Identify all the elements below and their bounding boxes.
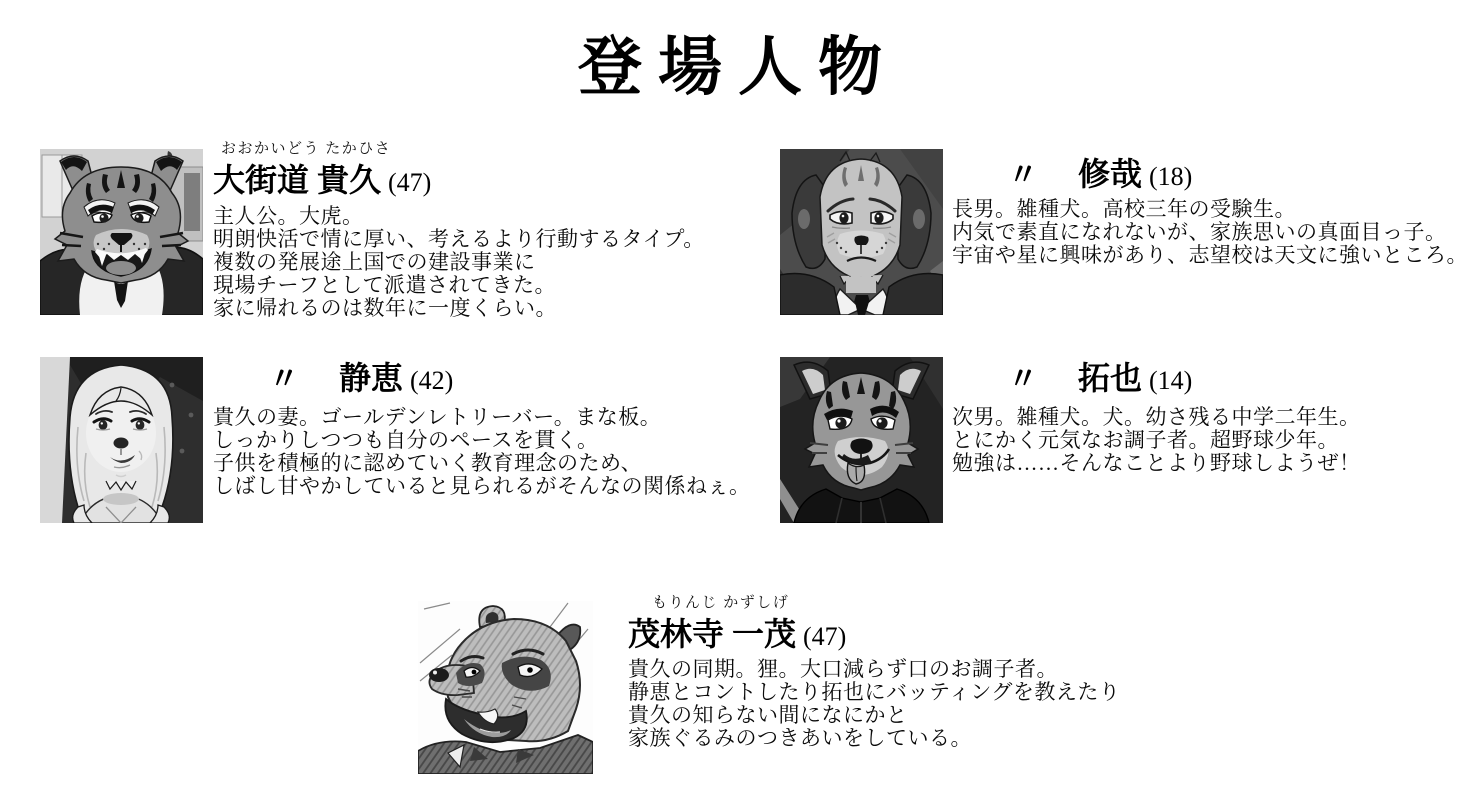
- description-line: 貴久の同期。狸。大口減らず口のお調子者。: [628, 657, 1058, 681]
- ditto-mark: 〃: [1008, 363, 1038, 396]
- ditto-mark: 〃: [1008, 159, 1038, 192]
- character-name: 大街道 貴久: [213, 162, 382, 198]
- description-line: 長男。雑種犬。高校三年の受験生。: [952, 197, 1296, 221]
- description-line: 主人公。大虎。: [213, 204, 364, 228]
- character-entry-takahisa: [213, 140, 705, 320]
- character-entry-shuya: [952, 152, 1468, 267]
- description-line: 勉強は……そんなことより野球しようぜ！: [952, 451, 1361, 475]
- eldest-son-portrait: [780, 149, 943, 315]
- description-line: 次男。雑種犬。犬。幼さ残る中学二年生。: [952, 405, 1361, 429]
- description-line: とにかく元気なお調子者。超野球少年。: [952, 428, 1339, 452]
- character-description: [952, 198, 1468, 267]
- furigana-kazushige: もりんじ かずしげ: [652, 595, 790, 611]
- name-line-shizue: [213, 356, 751, 400]
- character-name: 茂林寺 一茂: [628, 616, 797, 652]
- character-age: (47): [803, 622, 847, 651]
- character-description: [213, 406, 751, 498]
- character-age: (42): [410, 366, 454, 395]
- tanuki-friend-icon: [418, 601, 593, 774]
- description-line: 家に帰れるのは数年に一度くらい。: [213, 296, 557, 320]
- description-line: 静恵とコントしたり拓也にバッティングを教えたり: [628, 680, 1121, 704]
- ditto-mark: 〃: [269, 363, 299, 396]
- tanuki-friend-portrait: [418, 601, 593, 774]
- description-line: 複数の発展途上国での建設事業に: [213, 250, 536, 274]
- eldest-son-icon: [780, 149, 943, 315]
- description-line: 宇宙や星に興味があり、志望校は天文に強いところ。: [952, 243, 1468, 267]
- description-line: しっかりしつつも自分のペースを貫く。: [213, 428, 599, 452]
- name-line-kazushige: [628, 612, 1120, 656]
- character-name: 静恵: [339, 360, 404, 396]
- tiger-father-portrait: [40, 149, 203, 315]
- character-description: [213, 205, 705, 320]
- name-line-shuya: [952, 152, 1468, 196]
- description-line: 家族ぐるみのつきあいをしている。: [628, 726, 972, 750]
- character-description: [952, 406, 1361, 475]
- younger-son-icon: [780, 357, 943, 523]
- character-entry-shizue: [213, 356, 751, 498]
- description-line: 子供を積極的に認めていく教育理念のため、: [213, 451, 643, 475]
- tiger-father-icon: [40, 149, 203, 315]
- character-name: 修哉: [1078, 156, 1143, 192]
- character-age: (47): [388, 168, 432, 197]
- mother-portrait: [40, 357, 203, 523]
- younger-son-portrait: [780, 357, 943, 523]
- character-age: (18): [1149, 162, 1193, 191]
- page-title: 登場人物: [578, 32, 898, 103]
- name-line-takuya: [952, 356, 1361, 400]
- character-description: [628, 658, 1120, 750]
- description-line: 明朗快活で情に厚い、考えるより行動するタイプ。: [213, 227, 705, 251]
- description-line: しばし甘やかしていると見られるがそんなの関係ねぇ。: [213, 474, 751, 498]
- character-entry-takuya: [952, 356, 1361, 475]
- name-line-takahisa: [213, 158, 705, 202]
- character-name: 拓也: [1078, 360, 1143, 396]
- furigana-takahisa: おおかいどう たかひさ: [221, 141, 392, 157]
- character-entry-kazushige: [628, 594, 1120, 750]
- description-line: 貴久の妻。ゴールデンレトリーバー。まな板。: [213, 405, 662, 429]
- mother-icon: [40, 357, 203, 523]
- description-line: 内気で素直になれないが、家族思いの真面目っ子。: [952, 220, 1447, 244]
- description-line: 貴久の知らない間になにかと: [628, 703, 908, 727]
- character-age: (14): [1149, 366, 1193, 395]
- description-line: 現場チーフとして派遣されてきた。: [213, 273, 556, 297]
